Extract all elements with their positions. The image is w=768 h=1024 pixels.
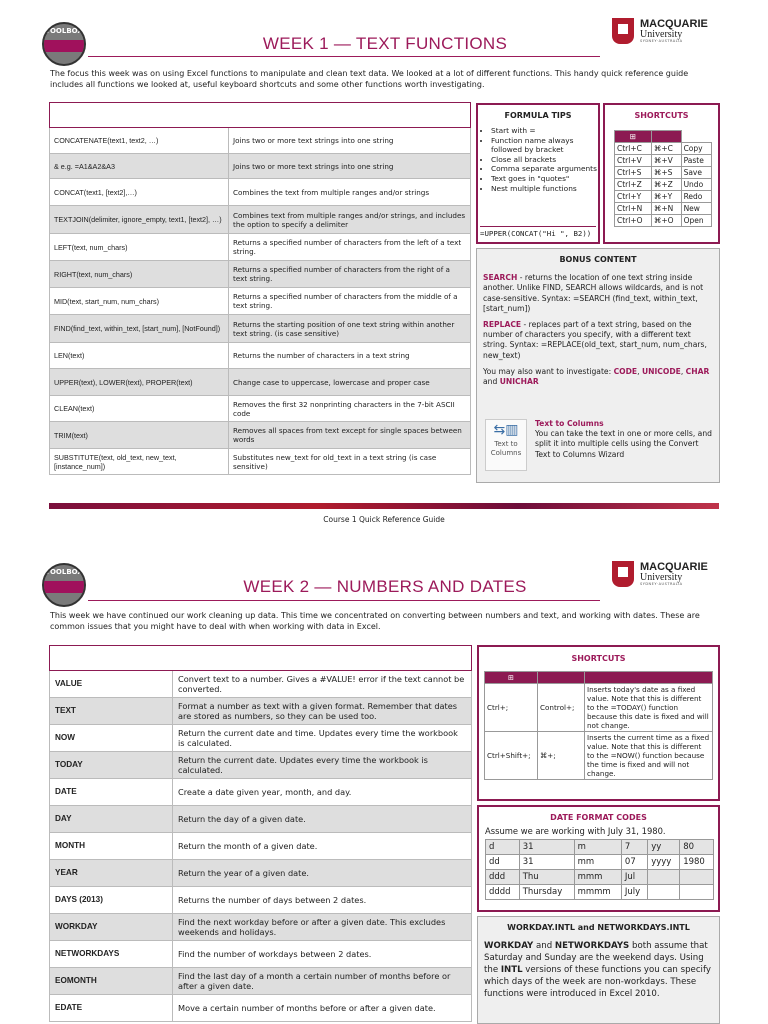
date-cell: mmmm: [574, 885, 621, 900]
function-cell: TODAY: [50, 752, 173, 779]
shortcut-row: [485, 732, 713, 780]
description-cell: Move a certain number of months before or after a given date.: [173, 995, 472, 1022]
function-cell: TEXT: [50, 698, 173, 725]
page-title: WEEK 1 — TEXT FUNCTIONS: [262, 34, 508, 53]
wk-text2: versions of these functions you can specify which days of the week are non-workdays. These functions were introduced in Excel 2010.: [484, 965, 711, 999]
date-format-box: [477, 805, 720, 912]
function-cell: NETWORKDAYS: [50, 941, 173, 968]
wk-text1: both assume that Saturday and Sunday are the weekend days. Using the: [484, 941, 708, 975]
table-row: [50, 315, 471, 343]
date-cell: dd: [486, 855, 520, 870]
wk-and: and: [533, 941, 555, 951]
description-cell: Return the day of a given date.: [173, 806, 472, 833]
table-row: [50, 941, 472, 968]
apple-icon: [651, 131, 681, 143]
toolbox-badge-icon-2: [42, 563, 86, 607]
table-row: [50, 671, 472, 698]
win-key: Ctrl+Z: [615, 179, 652, 191]
shortcut-row: [615, 179, 712, 191]
table-row: [50, 833, 472, 860]
date-header: DATE FORMAT CODES: [550, 813, 647, 822]
function-cell: RIGHT(text, num_chars): [50, 261, 229, 288]
function-cell: UPPER(text), LOWER(text), PROPER(text): [50, 369, 229, 396]
intro-text-2: This week we have continued our work cleaning up data. This time we concentrated on converting between numbers and text, and working with dates. These are common issues that you might have to deal with when working with data in Excel.: [50, 611, 700, 631]
workday-intl-box: [477, 916, 720, 1024]
table-row: [50, 206, 471, 234]
table-row: [50, 725, 472, 752]
function-cell: WORKDAY: [50, 914, 173, 941]
table-row: [50, 995, 472, 1022]
table-row: [50, 449, 471, 475]
table-row: [50, 128, 471, 154]
function-cell: TEXTJOIN(delimiter, ignore_empty, text1, [text2], …): [50, 206, 229, 234]
function-cell: CONCAT(text1, [text2],…): [50, 179, 229, 206]
logo-sub-2: University: [640, 571, 683, 583]
table-row: [50, 779, 472, 806]
replace-keyword: REPLACE: [483, 320, 522, 330]
shortcut-desc: Inserts the current time as a fixed value. Note that this is different to the =NOW() function because the time is fixed and will not change.: [585, 732, 713, 780]
tip-item: • Text goes in "quotes": [491, 174, 598, 184]
wk-kw1: WORKDAY: [484, 941, 534, 951]
shortcuts-table-2: [484, 671, 713, 780]
replace-text: - replaces part of a text string, based on the number of characters you specify, with a different text string. Syntax: =REPLACE(old_text, start_num, num_chars, new_text): [483, 320, 707, 360]
description-cell: Substitutes new_text for old_text in a text string (is case sensitive): [229, 449, 471, 475]
shortcut-row: [615, 143, 712, 155]
date-cell: ddd: [486, 870, 520, 885]
date-cell: 80: [680, 840, 714, 855]
date-codes-table: [485, 839, 714, 900]
date-row: [486, 855, 714, 870]
table-row: [50, 261, 471, 288]
date-intro: Assume we are working with July 31, 1980.: [485, 826, 666, 836]
mac-key: ⌘+C: [651, 143, 681, 155]
table-row: [50, 154, 471, 179]
logo-name: MACQUARIE: [640, 17, 708, 30]
description-cell: Combines text from multiple ranges and/or strings, and includes the option to specify a delimiter: [229, 206, 471, 234]
wk-header: WORKDAY.INTL and NETWORKDAYS.INTL: [507, 923, 690, 932]
function-cell: YEAR: [50, 860, 173, 887]
description-cell: Return the current date. Updates every time the workbook is calculated.: [173, 752, 472, 779]
shortcut-row: [615, 191, 712, 203]
ttc-section: [535, 419, 713, 460]
win-key: Ctrl+Y: [615, 191, 652, 203]
ttc-text: You can take the text in one or more cells, and split it into multiple cells using the Convert Text to Columns Wizard: [535, 429, 712, 459]
char-keyword: CHAR: [685, 366, 710, 376]
function-cell: CONCATENATE(text1, text2, …): [50, 128, 229, 154]
shortcuts-header: SHORTCUTS: [634, 111, 689, 120]
badge-label-2: TOOLBOX: [45, 568, 83, 576]
date-row: [486, 885, 714, 900]
shield-icon: [612, 18, 634, 44]
bonus-content-box: [476, 248, 720, 483]
description-cell: Format a number as text with a given format. Remember that dates are stored as numbers, so they can be used too.: [173, 698, 472, 725]
formula-tips-box: [476, 103, 600, 244]
description-cell: Joins two or more text strings into one string: [229, 128, 471, 154]
windows-icon: ⊞: [615, 131, 652, 143]
shortcut-row: [615, 203, 712, 215]
unicode-keyword: UNICODE: [641, 366, 681, 376]
win-key: Ctrl+O: [615, 215, 652, 227]
description-cell: Find the last day of a month a certain number of months before or after a given date.: [173, 968, 472, 995]
logo-name-2: MACQUARIE: [640, 560, 708, 573]
apple-icon-2: [538, 672, 585, 684]
intro-text: The focus this week was on using Excel functions to manipulate and clean text data. We looked at a lot of different functions. This handy quick reference guide includes all functions we looked at, useful keyboard shortcuts and some other functions worth investigating.: [50, 69, 689, 89]
code-keyword: CODE: [613, 366, 638, 376]
shortcuts-header-2: SHORTCUTS: [571, 654, 626, 663]
win-key: Ctrl+C: [615, 143, 652, 155]
shortcut-action: Redo: [681, 191, 711, 203]
shortcut-action: Save: [681, 167, 711, 179]
date-cell: July: [621, 885, 647, 900]
description-cell: Find the next workday before or after a given date. This excludes weekends and holidays.: [173, 914, 472, 941]
function-cell: EOMONTH: [50, 968, 173, 995]
tip-item: • Comma separate arguments: [491, 164, 598, 174]
tip-item: • Close all brackets: [491, 155, 598, 165]
logo-place-2: SYDNEY·AUSTRALIA: [640, 581, 683, 586]
date-cell: mm: [574, 855, 621, 870]
description-cell: Returns the starting position of one text string within another text string. (is case sensitive): [229, 315, 471, 343]
function-cell: LEN(text): [50, 343, 229, 369]
unichar-keyword: UNICHAR: [499, 377, 539, 387]
shortcut-row: [485, 684, 713, 732]
mac-key: ⌘+Y: [651, 191, 681, 203]
description-cell: Change case to uppercase, lowercase and proper case: [229, 369, 471, 396]
mac-key: Control+;: [538, 684, 585, 732]
shortcut-desc: Inserts today's date as a fixed value. Note that this is different to the =TODAY() function because this date is fixed and will not change.: [585, 684, 713, 732]
text-functions-table: [49, 102, 471, 475]
date-cell: 7: [621, 840, 647, 855]
date-cell: Jul: [621, 870, 647, 885]
shortcut-action: Paste: [681, 155, 711, 167]
win-key: Ctrl+V: [615, 155, 652, 167]
tip-item: • Start with =: [491, 126, 598, 136]
table-row: [50, 887, 472, 914]
function-cell: VALUE: [50, 671, 173, 698]
shortcut-row: [615, 215, 712, 227]
shortcut-action: New: [681, 203, 711, 215]
also-text: You may also want to investigate:: [483, 366, 614, 376]
footer-bar: [49, 503, 719, 509]
date-cell: dddd: [486, 885, 520, 900]
description-cell: Return the current date and time. Updates every time the workbook is calculated.: [173, 725, 472, 752]
function-cell: LEFT(text, num_chars): [50, 234, 229, 261]
tips-header: FORMULA TIPS: [504, 111, 572, 120]
table-row: [50, 752, 472, 779]
logo-place: SYDNEY·AUSTRALIA: [640, 38, 683, 43]
date-cell: 1980: [680, 855, 714, 870]
shield-icon-2: [612, 561, 634, 587]
date-cell: yyyy: [648, 855, 680, 870]
shortcuts-box: [603, 103, 720, 244]
table-row: [50, 968, 472, 995]
description-cell: Joins two or more text strings into one string: [229, 154, 471, 179]
bonus-also: You may also want to investigate: CODE, UNICODE, CHAR and UNICHAR: [483, 366, 710, 387]
toolbox-badge-icon: [42, 22, 86, 66]
function-cell: CLEAN(text): [50, 396, 229, 422]
search-text: - returns the location of one text string inside another. Unlike FIND, SEARCH allows wildcards, and is not case-sensitive. Syntax: =SEARCH (find_text, within_text, [start_num]): [483, 273, 704, 313]
shortcut-action: Open: [681, 215, 711, 227]
description-cell: Removes all spaces from text except for single spaces between words: [229, 422, 471, 449]
description-cell: Returns a specified number of characters from the left of a text string.: [229, 234, 471, 261]
description-cell: Convert text to a number. Gives a #VALUE! error if the text cannot be converted.: [173, 671, 472, 698]
date-cell: [680, 870, 714, 885]
date-row: [486, 870, 714, 885]
date-cell: d: [486, 840, 520, 855]
wk-kw3: INTL: [500, 965, 523, 975]
tip-item: • Function name always followed by bracket: [491, 136, 598, 155]
badge-label: TOOLBOX: [45, 27, 83, 35]
macquarie-logo-2: [612, 561, 708, 587]
win-key: Ctrl+N: [615, 203, 652, 215]
date-row: [486, 840, 714, 855]
function-cell: & e.g. =A1&A2&A3: [50, 154, 229, 179]
date-cell: Thursday: [519, 885, 574, 900]
tip-item: • Nest multiple functions: [491, 184, 598, 194]
function-cell: MID(text, start_num, num_chars): [50, 288, 229, 315]
footer-text: Course 1 Quick Reference Guide: [323, 515, 445, 524]
bonus-header: BONUS CONTENT: [559, 255, 637, 264]
mac-key: ⌘+;: [538, 732, 585, 780]
win-key: Ctrl+S: [615, 167, 652, 179]
ttc-title: Text to Columns: [535, 419, 604, 428]
bonus-replace: [483, 320, 713, 361]
function-cell: DAY: [50, 806, 173, 833]
description-cell: Returns a specified number of characters from the right of a text string.: [229, 261, 471, 288]
table-row: [50, 860, 472, 887]
tips-example: =UPPER(CONCAT("Hi ", B2)): [480, 226, 596, 240]
table-row: [50, 234, 471, 261]
function-cell: DAYS (2013): [50, 887, 173, 914]
ttc-icon-label-2: Columns: [490, 449, 522, 457]
table-row: [50, 396, 471, 422]
table-row: [50, 806, 472, 833]
number-date-functions-table: [49, 645, 472, 1022]
table-row: [50, 369, 471, 396]
description-cell: Returns the number of characters in a text string: [229, 343, 471, 369]
shortcut-row: [615, 167, 712, 179]
function-cell: NOW: [50, 725, 173, 752]
search-keyword: SEARCH: [483, 273, 518, 283]
date-cell: yy: [648, 840, 680, 855]
win-key: Ctrl+Shift+;: [485, 732, 538, 780]
date-cell: m: [574, 840, 621, 855]
mac-key: ⌘+V: [651, 155, 681, 167]
macquarie-logo: [612, 18, 708, 44]
description-cell: Return the year of a given date.: [173, 860, 472, 887]
windows-icon-2: ⊞: [485, 672, 538, 684]
description-cell: Create a date given year, month, and day.: [173, 779, 472, 806]
description-cell: Returns a specified number of characters from the middle of a text string.: [229, 288, 471, 315]
ttc-icon-label-1: Text to: [494, 440, 518, 448]
date-cell: 31: [519, 855, 574, 870]
description-cell: Removes the first 32 nonprinting characters in the 7-bit ASCII code: [229, 396, 471, 422]
mac-key: ⌘+Z: [651, 179, 681, 191]
date-cell: [648, 870, 680, 885]
function-cell: MONTH: [50, 833, 173, 860]
date-cell: Thu: [519, 870, 574, 885]
function-cell: EDATE: [50, 995, 173, 1022]
description-cell: Return the month of a given date.: [173, 833, 472, 860]
shortcut-action: Undo: [681, 179, 711, 191]
table-row: [50, 288, 471, 315]
table-row: [50, 343, 471, 369]
table-header: TEXT FUNCTIONS AND OPERATORS: [50, 103, 471, 128]
function-cell: DATE: [50, 779, 173, 806]
wk-kw2: NETWORKDAYS: [554, 941, 630, 951]
tips-list: [478, 126, 598, 193]
page-title-2: WEEK 2 — NUMBERS AND DATES: [243, 577, 527, 596]
description-cell: Find the number of workdays between 2 dates.: [173, 941, 472, 968]
win-key: Ctrl+;: [485, 684, 538, 732]
title-underline-2: [88, 600, 600, 601]
date-cell: [680, 885, 714, 900]
description-cell: Combines the text from multiple ranges and/or strings: [229, 179, 471, 206]
mac-key: ⌘+O: [651, 215, 681, 227]
table-row: [50, 422, 471, 449]
table-row: [50, 698, 472, 725]
function-cell: SUBSTITUTE(text, old_text, new_text, [instance_num]): [50, 449, 229, 475]
shortcuts-box-2: [477, 645, 720, 801]
date-cell: mmm: [574, 870, 621, 885]
shortcuts-table: [614, 130, 712, 227]
table-row: [50, 914, 472, 941]
mac-key: ⌘+N: [651, 203, 681, 215]
and-text: and: [483, 377, 500, 387]
mac-key: ⌘+S: [651, 167, 681, 179]
wk-text: [484, 940, 713, 1000]
date-cell: 07: [621, 855, 647, 870]
title-underline: [88, 56, 600, 57]
shortcut-row: [615, 155, 712, 167]
function-cell: FIND(find_text, within_text, [start_num], [NotFound]): [50, 315, 229, 343]
function-cell: TRIM(text): [50, 422, 229, 449]
shortcut-action: Copy: [681, 143, 711, 155]
logo-sub: University: [640, 28, 683, 40]
date-cell: 31: [519, 840, 574, 855]
table-header-2: NUMBER AND DATE FUNCTIONS: [50, 646, 472, 671]
text-to-columns-icon: ⇆▥ Text to Columns: [485, 419, 527, 471]
description-cell: Returns the number of days between 2 dates.: [173, 887, 472, 914]
table-row: [50, 179, 471, 206]
bonus-search: [483, 273, 713, 314]
date-cell: [648, 885, 680, 900]
